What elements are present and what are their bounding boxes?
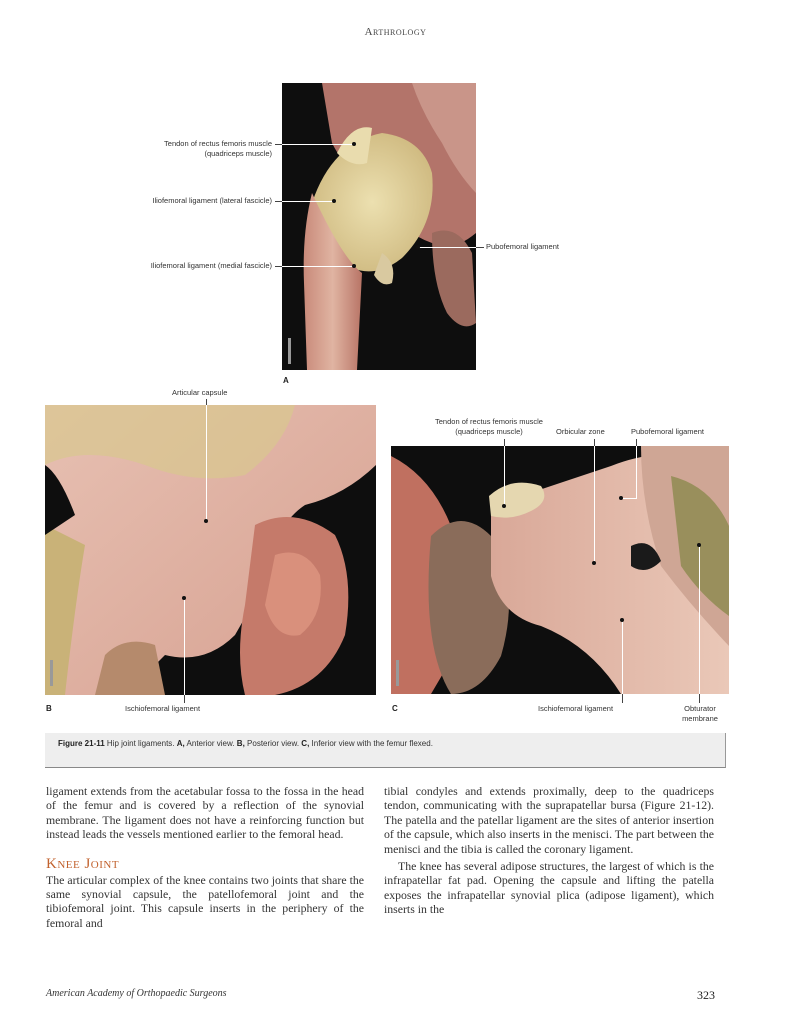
leader-ischiofemoral-c [622, 694, 623, 703]
leader-articular-capsule-inner [206, 405, 207, 521]
leader-pubofemoral-c-bend [622, 498, 637, 499]
running-head: Arthrology [364, 26, 427, 38]
right-paragraph-2: The knee has several adipose structures, the largest of which is the infrapatellar fat pad. Opening the capsule and lifting the patella exposes the infrapatellar synovial plica (adipose ligament), which inserts in the [384, 859, 714, 917]
marker-iliofemoral-medial [352, 264, 356, 268]
label-rectus-tendon-c: Tendon of rectus femoris muscle (quadriceps muscle) [435, 417, 543, 436]
label-ischiofemoral-c: Ischiofemoral ligament [538, 704, 614, 713]
marker-articular-capsule [204, 519, 208, 523]
caption-c-text: Inferior view with the femur flexed. [311, 739, 433, 748]
marker-rectus-tendon-a [352, 142, 356, 146]
leader-ischiofemoral-b [184, 695, 185, 703]
leader-pubofemoral-a [476, 247, 484, 248]
leader-orbicular-zone-inner [594, 446, 595, 563]
leader-iliofemoral-medial [275, 266, 282, 267]
leader-obturator [699, 694, 700, 703]
photo-anterior-view [282, 83, 476, 370]
leader-rectus-tendon-c-inner [504, 446, 505, 506]
section-heading-knee-joint: Knee Joint [46, 855, 120, 872]
label-ischiofemoral-b: Ischiofemoral ligament [125, 704, 201, 713]
left-paragraph-2: The articular complex of the knee contains two joints that share the same synovial capsule, the patellofemoral joint and the tibiofemoral joint. This capsule inserts in the periphery of the femoral and [46, 872, 364, 930]
leader-iliofemoral-lateral [275, 201, 282, 202]
label-iliofemoral-lateral: Iliofemoral ligament (lateral fascicle) [152, 196, 272, 205]
copyright-mark [288, 338, 291, 364]
footer-publisher: American Academy of Orthopaedic Surgeons [46, 988, 227, 999]
right-column [384, 784, 714, 917]
leader-iliofemoral-medial-inner [282, 266, 354, 267]
copyright-mark-c [396, 660, 399, 686]
label-articular-capsule: Articular capsule [172, 388, 228, 397]
label-pubofemoral-c: Pubofemoral ligament [631, 427, 704, 436]
leader-ischiofemoral-c-inner [622, 622, 623, 694]
photo-posterior-view [45, 405, 376, 695]
leader-orbicular-zone [594, 439, 595, 446]
label-iliofemoral-medial: Iliofemoral ligament (medial fascicle) [150, 261, 272, 270]
caption-title: Hip joint ligaments. [106, 739, 175, 748]
caption-a-text: Anterior view. [186, 739, 235, 748]
label-rectus-tendon-a: Tendon of rectus femoris muscle (quadriceps muscle) [164, 139, 272, 158]
panel-letter-a: A [283, 376, 289, 385]
page-number: 323 [697, 988, 715, 1002]
caption-figure-number: Figure 21-11 [58, 739, 105, 748]
leader-rectus-tendon-a [275, 144, 282, 145]
marker-pubofemoral-c [619, 496, 623, 500]
label-pubofemoral-a: Pubofemoral ligament [486, 242, 559, 251]
caption-b-key: B, [236, 739, 245, 748]
leader-ischiofemoral-b-inner [184, 600, 185, 695]
leader-pubofemoral-c [636, 439, 637, 446]
panel-letter-c: C [392, 704, 398, 713]
left-column [46, 784, 364, 930]
leader-rectus-tendon-c [504, 439, 505, 446]
label-obturator: Obturator membrane [682, 704, 718, 723]
leader-rectus-tendon-a-inner [282, 144, 354, 145]
marker-pubofemoral-a [416, 245, 420, 249]
label-orbicular-zone: Orbicular zone [556, 427, 605, 436]
left-paragraph-1: ligament extends from the acetabular fossa to the fossa in the head of the femur and is covered by a reflection of the synovial membrane. The ligament does not have a reinforcing function but instead leads the vessels mentioned earlier to the femoral head. [46, 784, 364, 842]
leader-obturator-inner [699, 547, 700, 694]
panel-letter-b: B [46, 704, 52, 713]
photo-inferior-view [391, 446, 729, 694]
marker-iliofemoral-lateral [332, 199, 336, 203]
leader-pubofemoral-c-inner [636, 446, 637, 498]
leader-iliofemoral-lateral-inner [282, 201, 334, 202]
caption-a-key: A, [176, 739, 185, 748]
caption-c-key: C, [301, 739, 310, 748]
marker-orbicular-zone [592, 561, 596, 565]
leader-pubofemoral-a-inner [418, 247, 476, 248]
figure-caption [58, 739, 718, 748]
right-paragraph-1: tibial condyles and extends proximally, deep to the quadriceps tendon, communicating with the suprapatellar bursa (Figure 21-12). The patella and the patellar ligament are the sites of anterior insertion of the capsule, which also inserts in the menisci. The part between the menisci and the tibia is called the coronary ligament. [384, 784, 714, 856]
marker-rectus-tendon-c [502, 504, 506, 508]
copyright-mark-b [50, 660, 53, 686]
caption-b-text: Posterior view. [247, 739, 300, 748]
